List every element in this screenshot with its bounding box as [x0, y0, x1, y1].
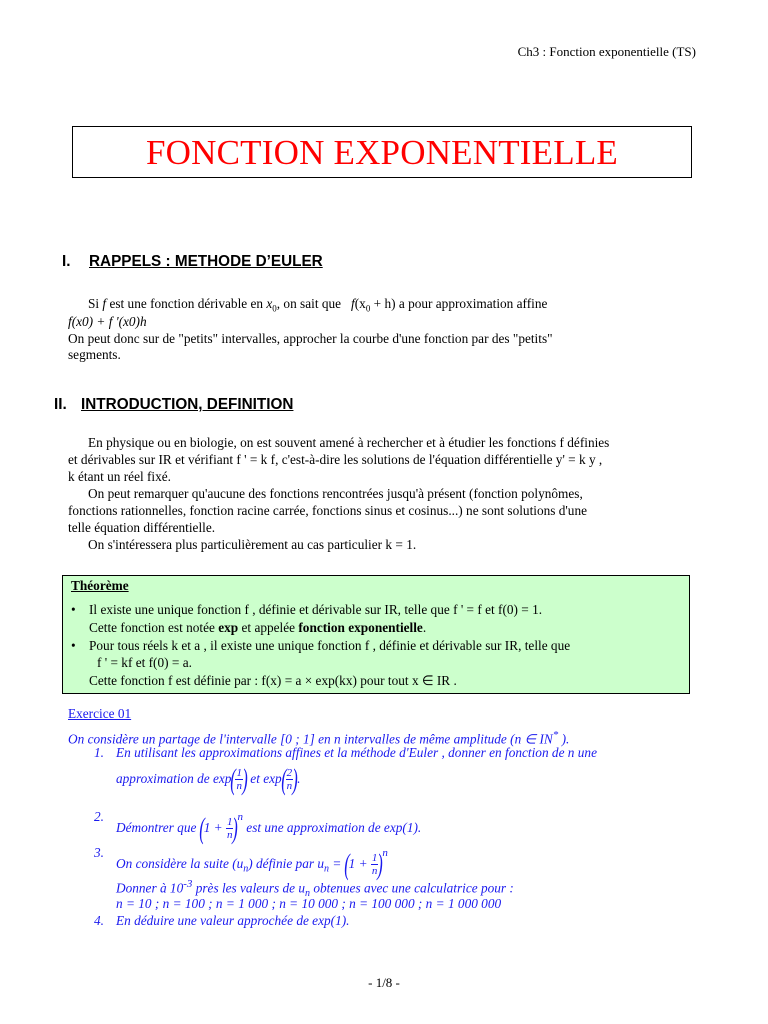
section-2-line-4: On peut remarquer qu'aucune des fonctions rencontrées jusqu'à présent (fonction polynômes, [88, 486, 583, 501]
math-f: f [102, 296, 107, 311]
theorem-bullet-2-line-3: Cette fonction f est définie par : f(x) = a × exp(kx) pour tout x ∈ IR . [89, 673, 457, 688]
question-2-number: 2. [94, 809, 104, 824]
theorem-bullet-2-line-2: f ' = kf et f(0) = a. [97, 655, 192, 670]
section-1-line-1 [88, 296, 547, 317]
left-paren: ( [343, 847, 350, 881]
left-paren: ( [280, 762, 287, 796]
text: ) définie par u [248, 856, 324, 871]
theorem-bullet-2: Pour tous réels k et a , il existe une unique fonction f , définie et dérivable sur IR, telle que [89, 638, 571, 653]
superscript: * [552, 729, 559, 741]
denominator: n [226, 829, 233, 842]
theorem-box [62, 575, 690, 694]
text: ). [558, 731, 570, 747]
page-number: - 1/8 - [368, 975, 400, 990]
right-paren: ) [232, 811, 239, 845]
exponent: n [237, 811, 243, 823]
section-1-line-3: On peut donc sur de "petits" intervalles, approcher la courbe d'une fonction par des "petits" [68, 331, 553, 346]
text: et exp [246, 771, 282, 786]
exercise-title: Exercice 01 [68, 706, 132, 721]
denominator: n [286, 780, 293, 793]
subscript: n [324, 863, 329, 875]
denominator: n [371, 865, 378, 878]
text: 1 + [203, 820, 226, 835]
text: est une fonction dérivable en [106, 296, 267, 311]
section-2-line-2: et dérivables sur IR et vérifiant f ' = k f, c'est-à-dire les solutions de l'équation différentielle y' = k y , [68, 452, 603, 467]
section-2-line-1: En physique ou en biologie, on est souvent amené à rechercher et à étudier les fonctions f définies [88, 435, 610, 450]
section-2-heading [54, 396, 293, 414]
section-1-title: RAPPELS : METHODE D’EULER [89, 253, 323, 270]
question-3-values: n = 10 ; n = 100 ; n = 1 000 ; n = 10 000 ; n = 100 000 ; n = 1 000 000 [116, 896, 502, 911]
section-1-line-4: segments. [68, 347, 121, 362]
page-title: FONCTION EXPONENTIELLE [72, 126, 692, 178]
section-2-line-6: telle équation différentielle. [68, 520, 216, 535]
bold-text: fonction exponentielle [298, 620, 423, 635]
text: On considère un partage de l'intervalle [0 ; 1] en n intervalles de même amplitude (n ∈ IN [68, 731, 553, 747]
left-paren: ( [198, 811, 205, 845]
question-1-formula [116, 764, 301, 795]
numerator: 2 [286, 767, 293, 780]
question-4-number: 4. [94, 913, 104, 928]
numerator: 1 [236, 767, 242, 780]
subscript: 0 [272, 303, 277, 314]
numerator: 1 [371, 852, 378, 865]
text: Démontrer que [116, 820, 200, 835]
exponent: n [382, 847, 388, 859]
left-paren: ( [230, 762, 237, 796]
subscript: n [243, 863, 249, 875]
section-2-line-7: On s'intéressera plus particulièrement au cas particulier k = 1. [88, 537, 417, 552]
text: Cette fonction est notée [89, 620, 219, 635]
math-x: x [266, 296, 273, 311]
section-1-number: I. [62, 253, 71, 270]
theorem-bullet-1: Il existe une unique fonction f , définie et dérivable sur IR, telle que f ' = f et f(0) = 1. [89, 602, 543, 617]
question-4-text: En déduire une valeur approchée de exp(1). [116, 913, 350, 928]
page-header: Ch3 : Fonction exponentielle (TS) [517, 44, 696, 59]
question-3-number: 3. [94, 845, 104, 860]
text: , on sait que [276, 296, 345, 311]
text: (x [354, 296, 366, 311]
subscript: n [305, 888, 311, 900]
text: est une approximation de exp(1). [242, 820, 422, 835]
text: . [297, 771, 301, 786]
text: et appelée [238, 620, 299, 635]
text: Si [88, 296, 103, 311]
text: = [329, 856, 345, 871]
text: + h) a pour approximation affine [370, 296, 548, 311]
section-2-number: II. [54, 396, 67, 413]
section-1-heading [62, 253, 323, 271]
bullet-icon: • [71, 602, 76, 617]
text: Donner à 10 [116, 880, 184, 896]
subscript: 0 [365, 303, 371, 314]
question-1-text: En utilisant les approximations affines et la méthode d'Euler , donner en fonction de n une [116, 745, 597, 760]
math-f: f [351, 296, 355, 311]
text: . [422, 620, 427, 635]
superscript: -3 [183, 878, 193, 890]
numerator: 1 [226, 816, 233, 829]
text: On considère la suite (u [116, 856, 244, 871]
theorem-bullet-1-line-2 [89, 620, 426, 637]
theorem-title: Théorème [71, 578, 129, 593]
section-2-title: INTRODUCTION, DEFINITION [81, 396, 294, 413]
right-paren: ) [242, 762, 248, 796]
question-1-number: 1. [94, 745, 104, 760]
bullet-icon: • [71, 638, 76, 653]
right-paren: ) [292, 762, 298, 796]
section-1-line-2: f(x0) + f '(x0)h [68, 314, 147, 329]
text: près les valeurs de u [192, 880, 306, 896]
text: 1 + [348, 856, 371, 871]
text: obtenues avec une calculatrice pour : [310, 880, 514, 896]
section-2-line-5: fonctions rationnelles, fonction racine carrée, fonctions sinus et cosinus...) ne sont solutions d'une [68, 503, 588, 518]
text: approximation de exp [116, 771, 232, 786]
section-2-line-3: k étant un réel fixé. [68, 469, 172, 484]
bold-text: exp [218, 620, 239, 635]
right-paren: ) [377, 847, 384, 881]
denominator: n [236, 780, 242, 793]
